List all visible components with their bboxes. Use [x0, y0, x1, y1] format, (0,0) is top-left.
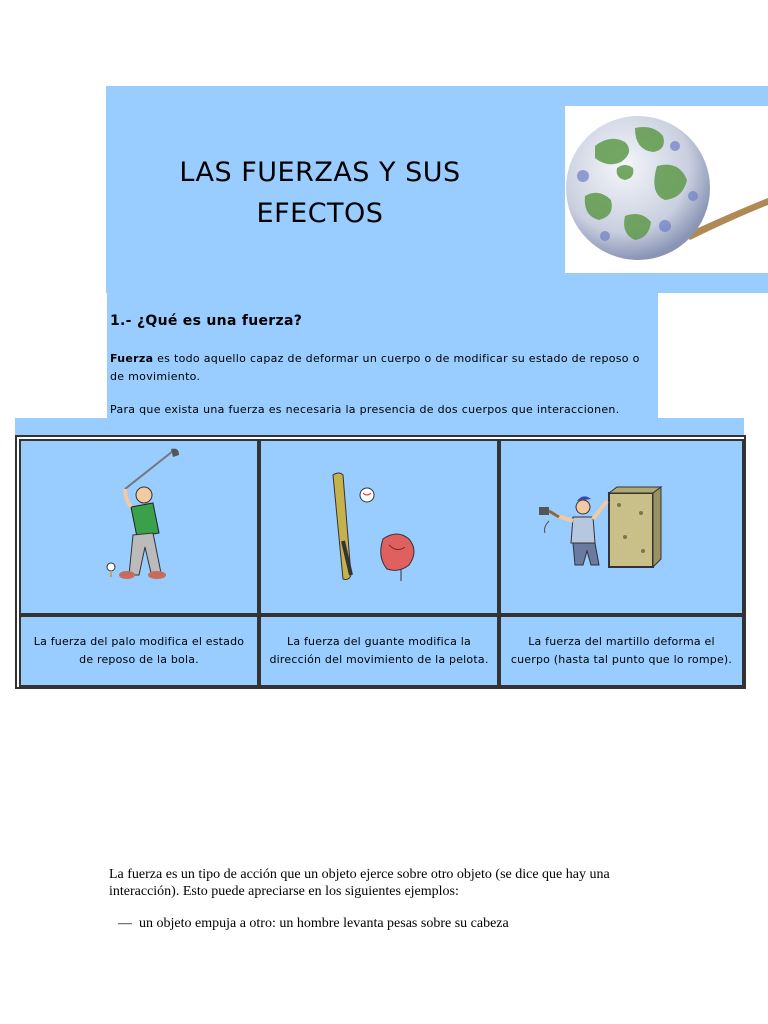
- example-caption-2: La fuerza del guante modifica la dirección del movimiento de la pelota.: [269, 635, 489, 666]
- caption-cell-1: [19, 615, 259, 687]
- caption-cell-2: [259, 615, 499, 687]
- example-caption-3: La fuerza del martillo deforma el cuerpo (hasta tal punto que lo rompe).: [510, 635, 733, 666]
- bullet-dash: —: [118, 916, 132, 931]
- definition-text: es todo aquello capaz de deformar un cuerpo o de modificar su estado de reposo o de movimiento.: [110, 352, 640, 383]
- table-top-band: [15, 418, 744, 436]
- globe-image: [565, 106, 768, 273]
- bat-glove-illustration-cell: [259, 439, 499, 615]
- globe-icon: [565, 106, 768, 273]
- definition-term: Fuerza: [110, 352, 154, 365]
- title-line-2: EFECTOS: [256, 198, 384, 229]
- hammer-block-illustration-cell: [499, 439, 744, 615]
- bullet-text: un objeto empuja a otro: un hombre levanta pesas sobre su cabeza: [139, 916, 509, 931]
- bat-glove-icon: [261, 441, 497, 613]
- intro-paragraph: La fuerza es un tipo de acción que un objeto ejerce sobre otro objeto (se dice que hay una interacción). Esto puede apreciarse en los siguientes ejemplos:: [109, 867, 610, 899]
- title-line-1: LAS FUERZAS Y SUS: [179, 157, 461, 188]
- examples-table: [15, 435, 746, 689]
- example-caption-1: La fuerza del palo modifica el estado de reposo de la bola.: [33, 635, 245, 666]
- golfer-icon: [21, 441, 257, 613]
- caption-cell-3: [499, 615, 744, 687]
- interaction-paragraph: Para que exista una fuerza es necesaria la presencia de dos cuerpos que interaccionen.: [110, 403, 620, 416]
- definition-paragraph: [110, 350, 655, 386]
- golf-illustration-cell: [19, 439, 259, 615]
- section-heading: 1.- ¿Qué es una fuerza?: [110, 313, 303, 329]
- bullet-item-1: [118, 915, 509, 932]
- hammer-block-icon: [501, 441, 742, 613]
- page-title: [120, 152, 520, 234]
